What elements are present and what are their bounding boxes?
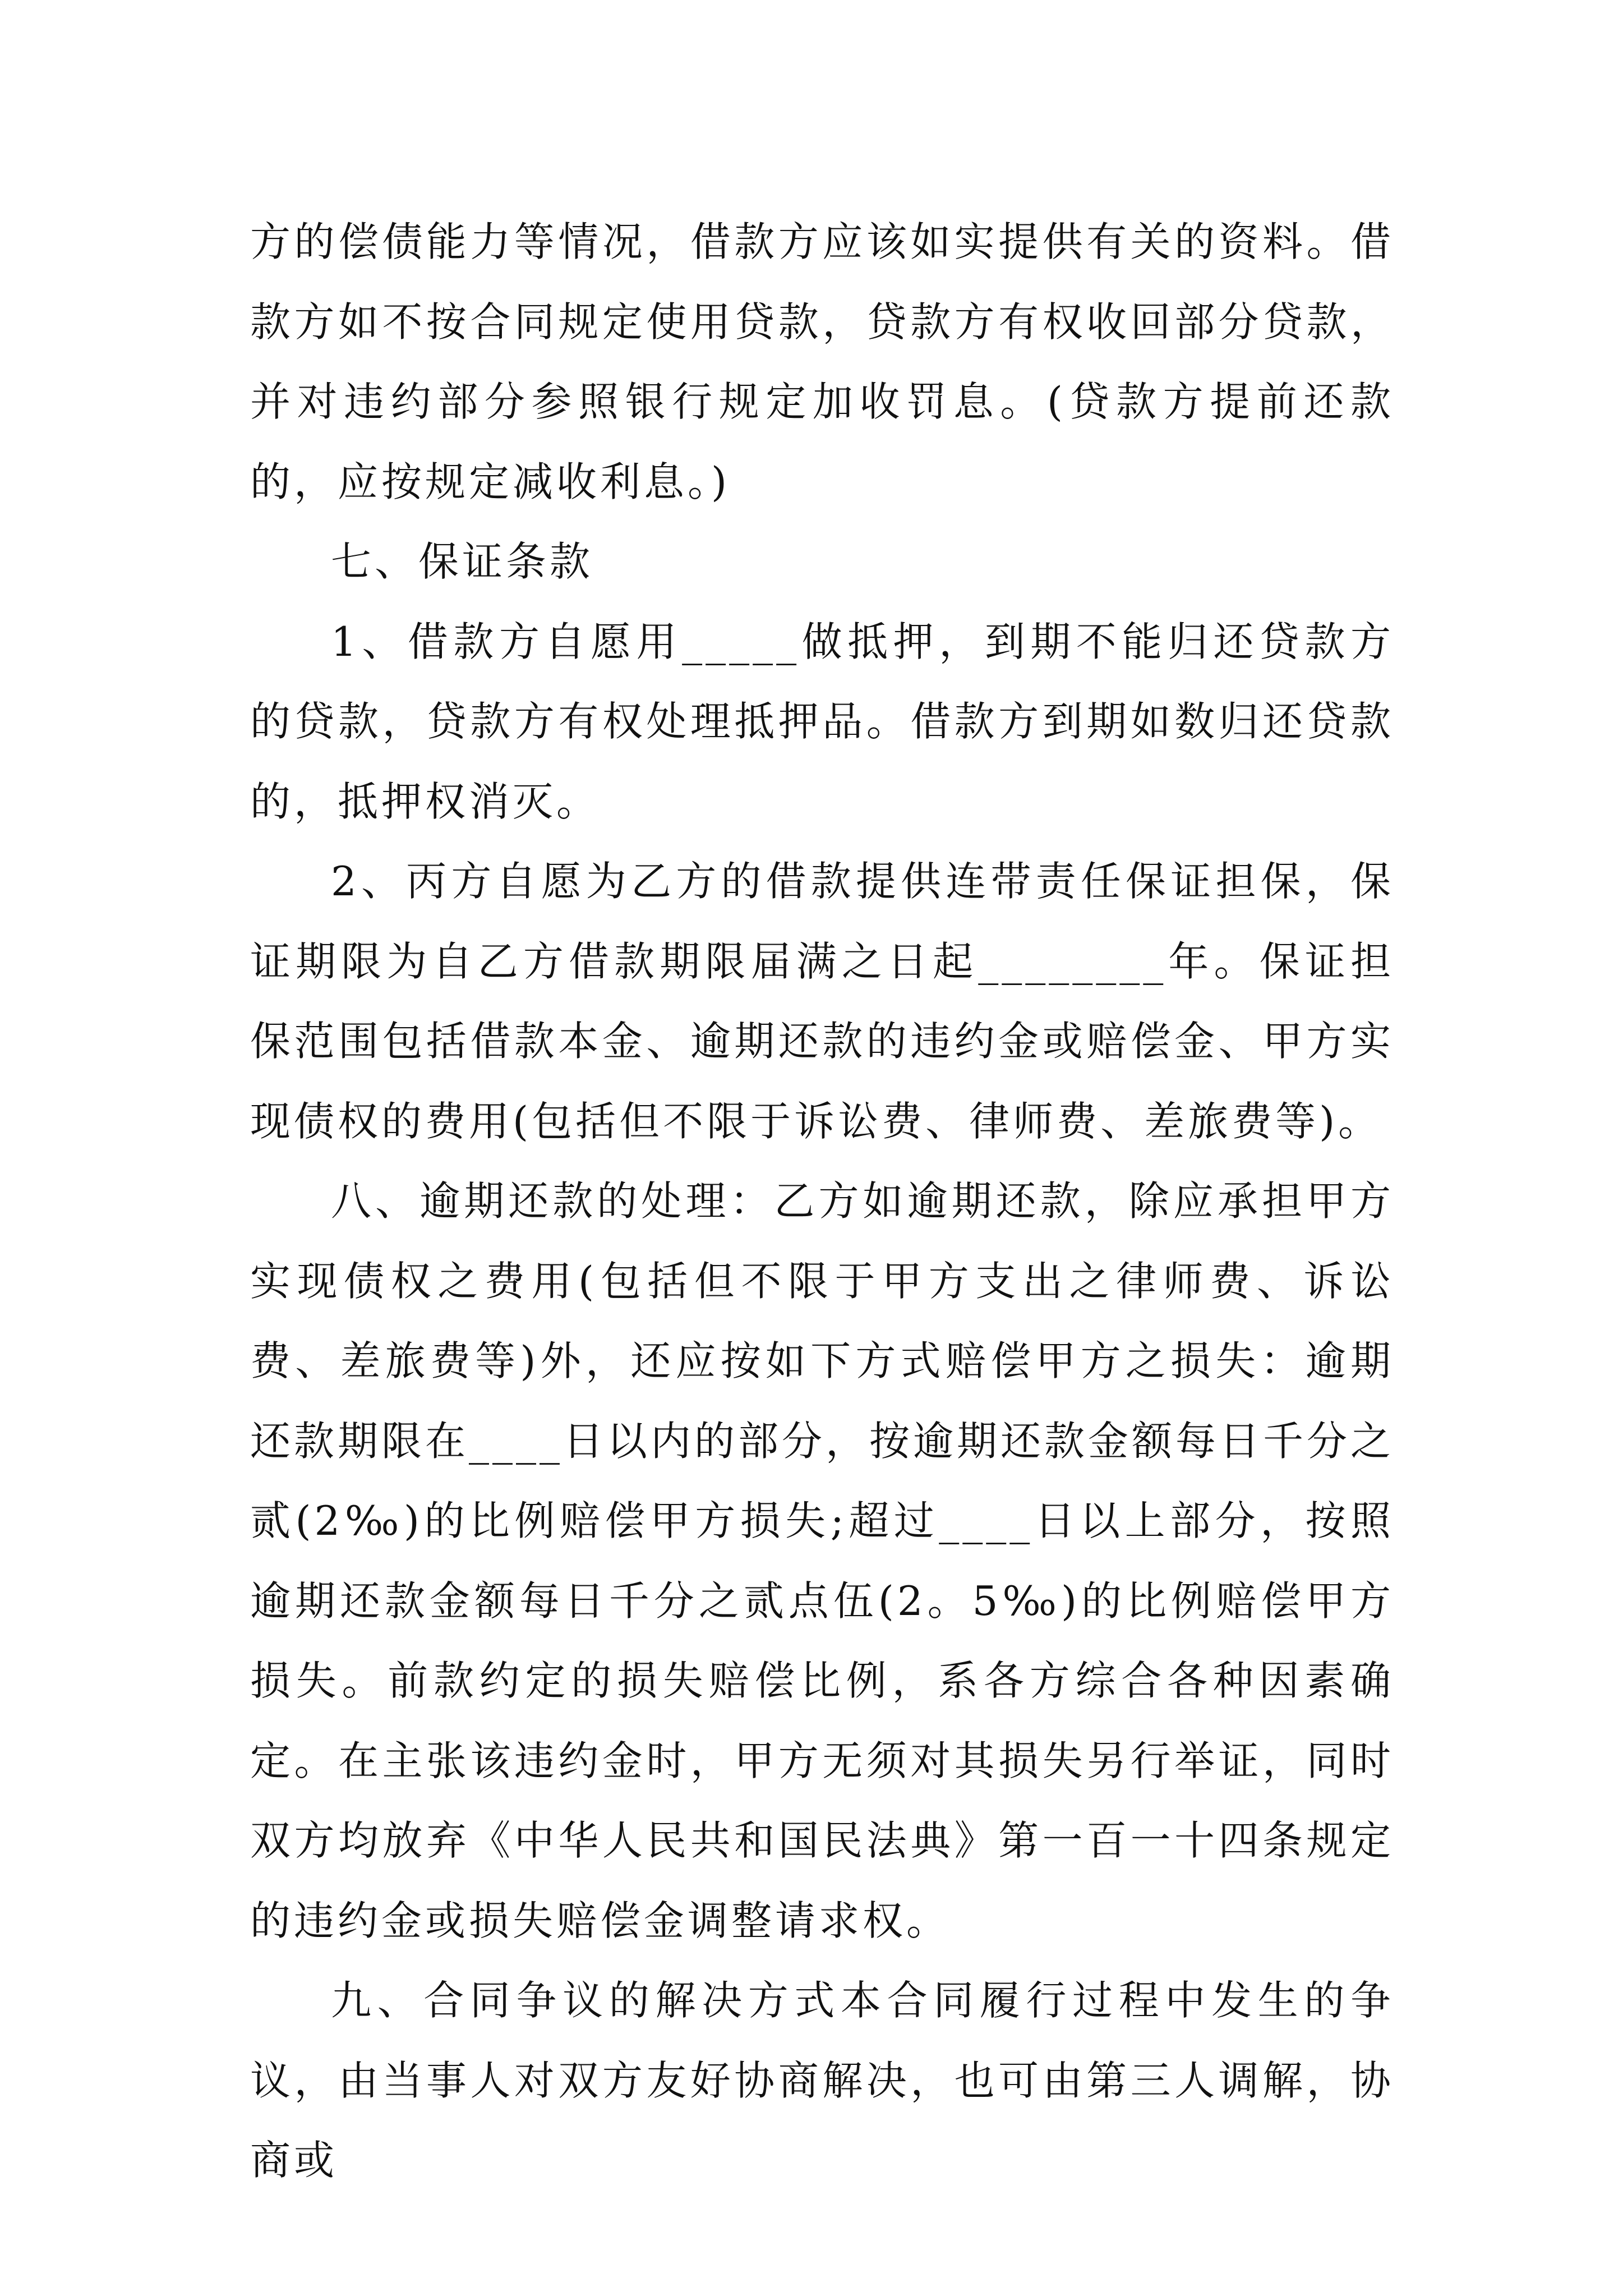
paragraph-joint-guarantee: 2、丙方自愿为乙方的借款提供连带责任保证担保，保证期限为自乙方借款期限届满之日起________年。保证担保范围包括借款本金、逾期还款的违约金或赔偿金、甲方实现债权的费用(包括但不限于诉讼费、律师费、差旅费等)。 [250,858,1394,1145]
paragraph-overdue-handling: 八、逾期还款的处理：乙方如逾期还款，除应承担甲方实现债权之费用(包括但不限于甲方支出之律师费、诉讼费、差旅费等)外，还应按如下方式赔偿甲方之损失：逾期还款期限在____日以内的部分，按逾期还款金额每日千分之贰(2‰)的比例赔偿甲方损失;超过____日以上部分，按照逾期还款金额每日千分之贰点伍(2。5‰)的比例赔偿甲方损失。前款约定的损失赔偿比例，系各方综合各种因素确定。在主张该违约金时，甲方无须对其损失另行举证，同时双方均放弃《中华人民共和国民法典》第一百一十四条规定的违约金或损失赔偿金调整请求权。 [250,1177,1395,1944]
paragraph-loan-usage: 方的偿债能力等情况，借款方应该如实提供有关的资料。借款方如不按合同规定使用贷款，贷款方有权收回部分贷款，并对违约部分参照银行规定加收罚息。(贷款方提前还款的，应按规定减收利息。) [250,218,1394,505]
paragraph-mortgage: 1、借款方自愿用_____做抵押，到期不能归还贷款方的贷款，贷款方有权处理抵押品。借款方到期如数归还贷款的，抵押权消灭。 [250,618,1394,825]
document-body [250,202,1394,2201]
heading-guarantee-clause: 七、保证条款 [331,538,594,585]
paragraph-dispute-resolution: 九、合同争议的解决方式本合同履行过程中发生的争议，由当事人对双方友好协商解决，也可由第三人调解，协商或 [250,1977,1394,2184]
